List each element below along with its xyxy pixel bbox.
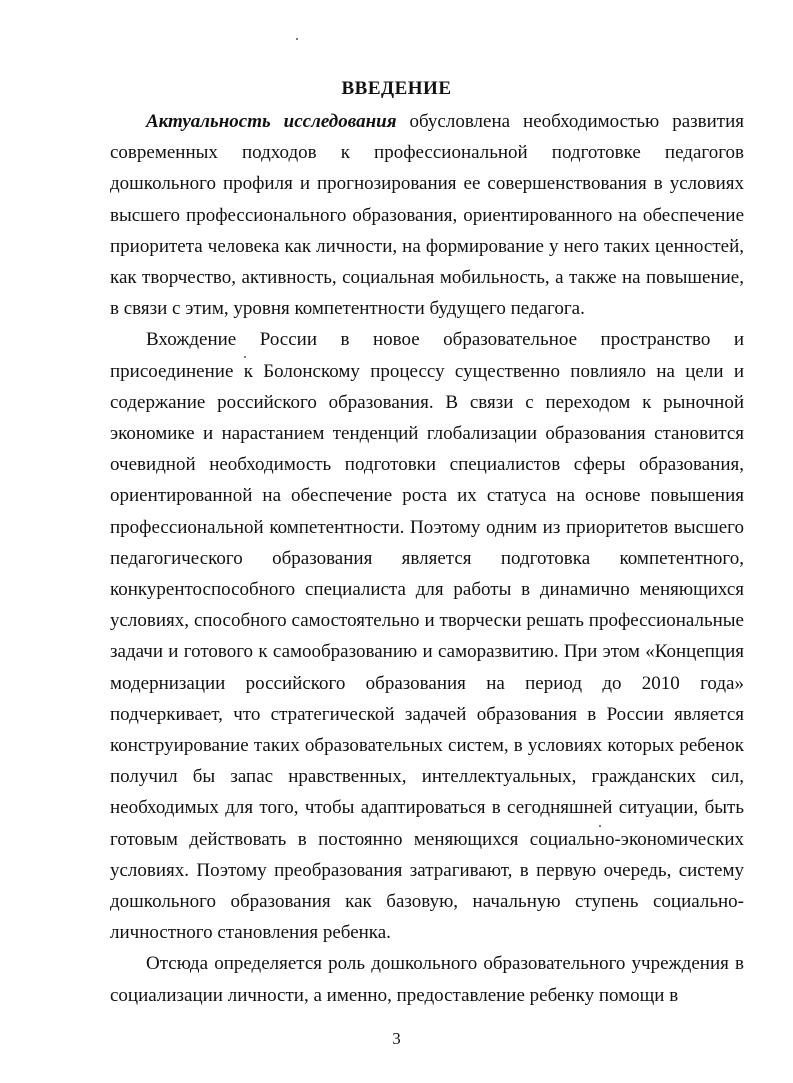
scan-speck [296, 38, 298, 40]
page-number: 3 [392, 1029, 401, 1048]
paragraph-text: обусловлена необходимостью развития современных подходов к профессиональной подготовке педагогов дошкольного профиля и прогнозирования ее совершенствования в условиях высшего профессионального образования, ориентированного на обеспечение приоритета человека как личности, на формирование у него таких ценностей, как творчество, активность, социальная мобильность, а также на повышение, в связи с этим, уровня компетентности будущего педагога. [110, 111, 744, 320]
body-text [110, 106, 744, 1011]
paragraph-lead-emphasis: Актуальность исследования [146, 111, 397, 132]
paragraph-preschool-role [110, 948, 744, 1010]
paragraph-text: Вхождение России в новое образовательное пространство и присоединение к Болонскому процессу существенно повлияло на цели и содержание российского образования. В связи с переходом к рыночной экономике и нарастанием тенденций глобализации образования становится очевидной необходимость подготовки специалистов сферы образования, ориентированной на обеспечение роста их статуса на основе повышения профессиональной компетентности. Поэтому одним из приоритетов высшего педагогического образования является подготовка компетентного, конкурентоспособного специалиста для работы в динамично меняющихся условиях, способного самостоятельно и творчески решать профессиональные задачи и готового к самообразованию и саморазвитию. При этом «Концепция модернизации российского образования на период до 2010 года» подчеркивает, что стратегической задачей образования в России является конструирование таких образовательных систем, в условиях которых ребенок получил бы запас нравственных, интеллектуальных, гражданских сил, необходимых для того, чтобы адаптироваться в сегодняшней ситуации, быть готовым действовать в постоянно меняющихся социально-экономических условиях. Поэтому преобразования затрагивают, в первую очередь, систему дошкольного образования как базовую, начальную ступень социально-личностного становления ребенка. [110, 329, 744, 944]
paragraph-text: Отсюда определяется роль дошкольного образовательного учреждения в социализации личности, а именно, предоставление ребенку помощи в [110, 953, 744, 1006]
paragraph-relevance [110, 106, 744, 324]
paragraph-bologna [110, 324, 744, 948]
section-title: ВВЕДЕНИЕ [341, 78, 452, 99]
